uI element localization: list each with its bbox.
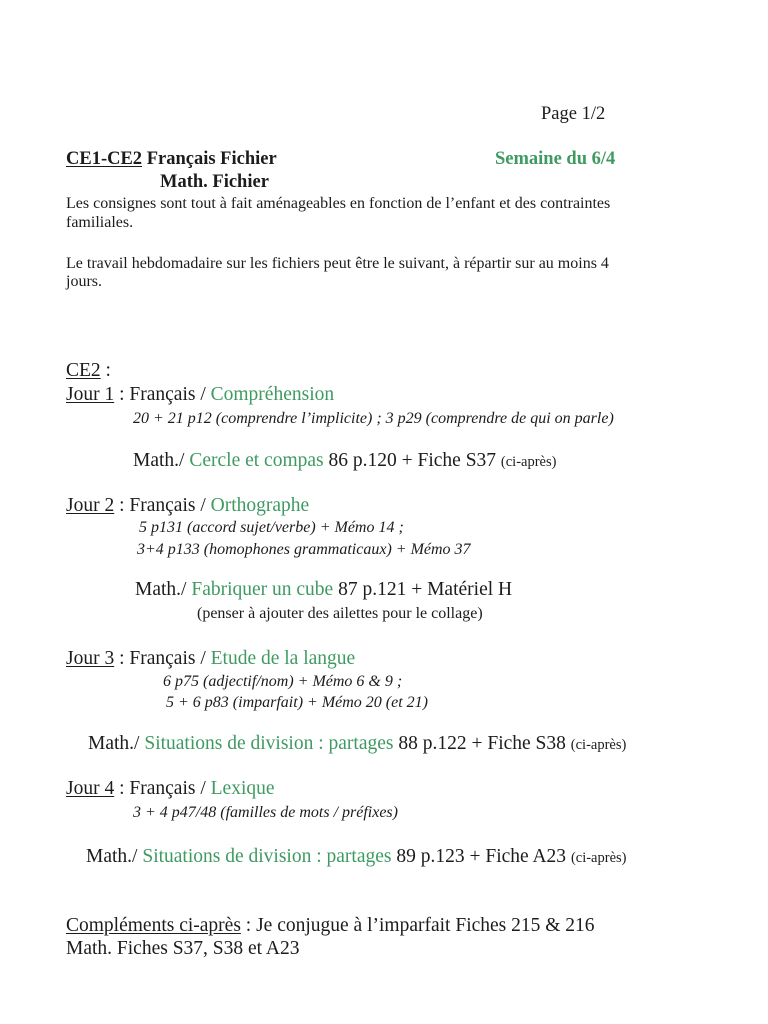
- section-title: CE2: [66, 360, 101, 381]
- day-2-math-line: Math./ Fabriquer un cube 87 p.121 + Matériel H: [135, 579, 513, 600]
- subject-french: Français Fichier: [142, 149, 277, 169]
- day-2-french-exercise-1: 5 p131 (accord sujet/verbe) + Mémo 14 ;: [139, 519, 404, 536]
- day-1-french-exercise: 20 + 21 p12 (comprendre l’implicite) ; 3 p29 (comprendre de qui on parle): [133, 410, 614, 427]
- intro-line-3: Le travail hebdomadaire sur les fichiers peut être le suivant, à répartir sur au moins 4: [66, 255, 609, 272]
- day-1-math-line: Math./ Cercle et compas 86 p.120 + Fiche S37 (ci-après): [133, 450, 557, 471]
- page-number: Page 1/2: [541, 104, 606, 124]
- intro-line-2: familiales.: [66, 214, 134, 231]
- day-2-math-subnote: (penser à ajouter des ailettes pour le collage): [197, 605, 483, 622]
- complements-line-1: Compléments ci-après : Je conjugue à l’imparfait Fiches 215 & 216: [66, 915, 595, 936]
- math-topic: Situations de division : partages: [142, 846, 392, 867]
- day-2-heading: Jour 2 : Français / Orthographe: [66, 495, 310, 516]
- math-topic: Cercle et compas: [189, 450, 324, 471]
- day-4-french-exercise: 3 + 4 p47/48 (familles de mots / préfixes): [133, 804, 398, 821]
- intro-line-1: Les consignes sont tout à fait aménageables en fonction de l’enfant et des contraintes: [66, 195, 611, 212]
- french-topic: Compréhension: [210, 384, 335, 405]
- day-4-heading: Jour 4 : Français / Lexique: [66, 778, 275, 799]
- math-note: (ci-après): [570, 737, 627, 753]
- math-topic: Situations de division : partages: [144, 733, 394, 754]
- class-levels: CE1-CE2: [66, 149, 143, 169]
- day-label: Jour 2: [66, 495, 115, 516]
- header-title: [66, 149, 277, 170]
- day-4-math-line: Math./ Situations de division : partages 89 p.123 + Fiche A23 (ci-après): [86, 846, 627, 867]
- math-note: (ci-après): [570, 850, 627, 866]
- intro-line-4: jours.: [66, 273, 102, 290]
- math-note: (ci-après): [500, 454, 557, 470]
- day-label: Jour 1: [66, 384, 115, 405]
- subject-math: Math. Fichier: [160, 172, 269, 192]
- day-1-heading: Jour 1 : Français / Compréhension: [66, 384, 335, 405]
- week-label: Semaine du 6/4: [495, 149, 616, 169]
- section-heading: CE2 :: [66, 360, 111, 381]
- day-3-math-line: Math./ Situations de division : partages 88 p.122 + Fiche S38 (ci-après): [88, 733, 627, 754]
- day-3-french-exercise-2: 5 + 6 p83 (imparfait) + Mémo 20 (et 21): [166, 694, 428, 711]
- french-topic: Etude de la langue: [210, 648, 356, 669]
- french-topic: Orthographe: [210, 495, 310, 516]
- complements-line-2: Math. Fiches S37, S38 et A23: [66, 938, 300, 959]
- day-3-french-exercise-1: 6 p75 (adjectif/nom) + Mémo 6 & 9 ;: [163, 673, 403, 690]
- day-label: Jour 3: [66, 648, 115, 669]
- day-3-heading: Jour 3 : Français / Etude de la langue: [66, 648, 356, 669]
- complements-label: Compléments ci-après: [66, 915, 241, 936]
- day-label: Jour 4: [66, 778, 115, 799]
- french-topic: Lexique: [210, 778, 275, 799]
- day-2-french-exercise-2: 3+4 p133 (homophones grammaticaux) + Mémo 37: [137, 541, 471, 558]
- math-topic: Fabriquer un cube: [191, 579, 334, 600]
